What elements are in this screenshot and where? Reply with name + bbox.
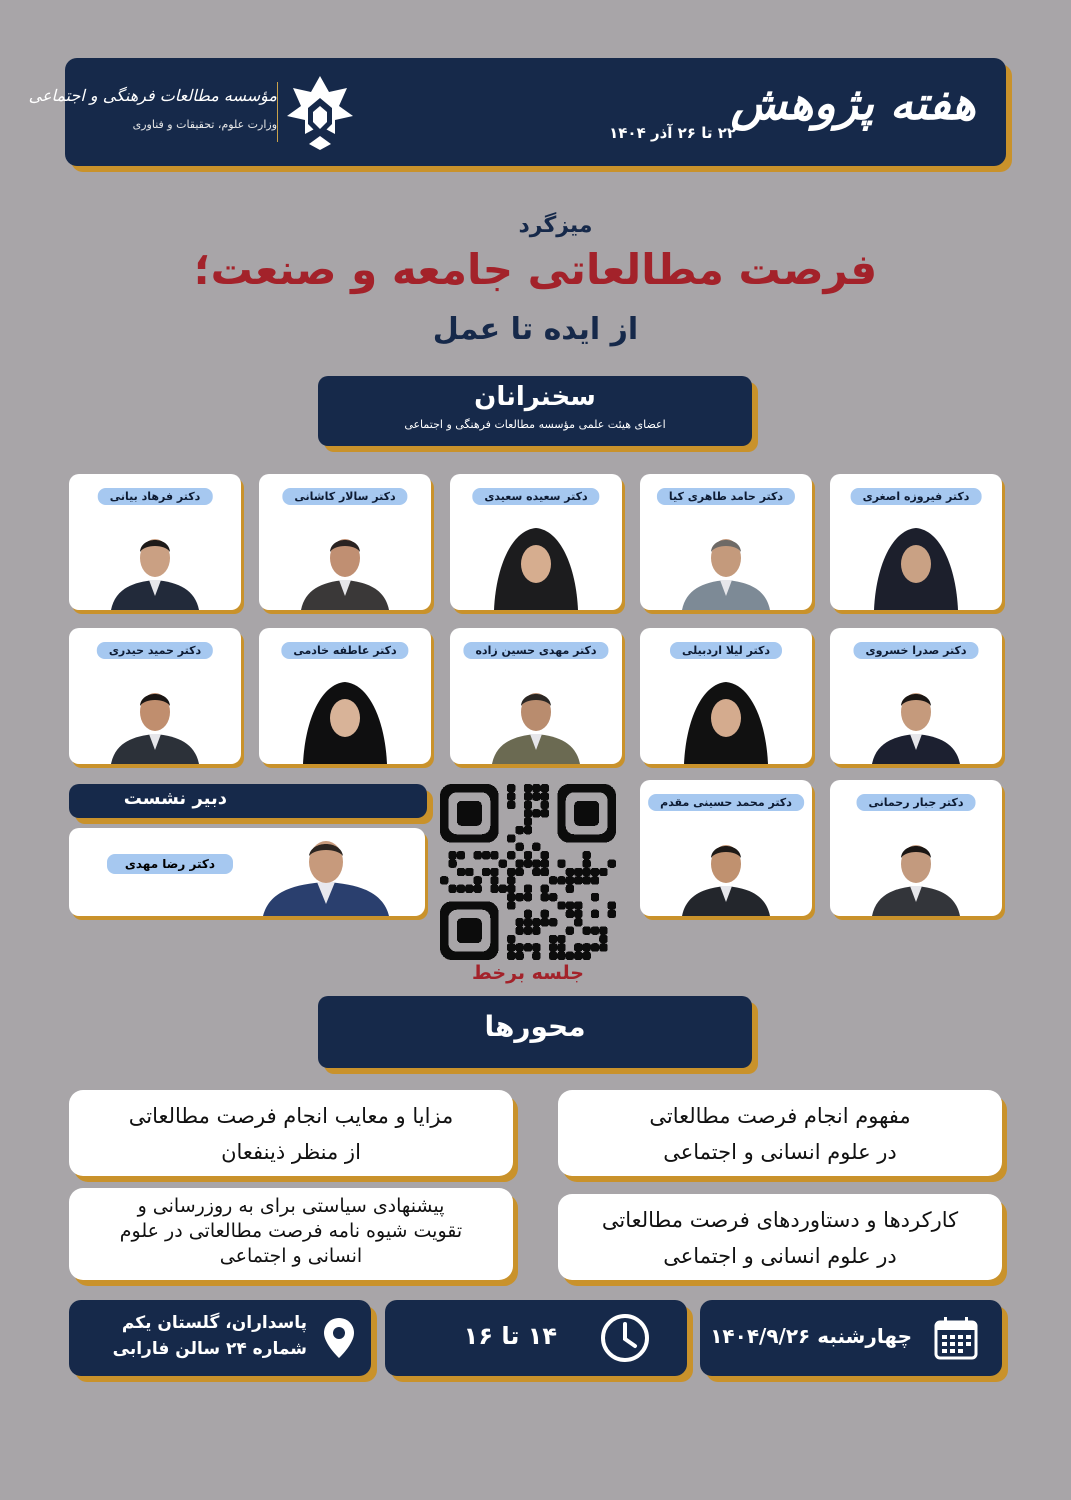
speaker-card — [69, 628, 241, 764]
speaker-photo — [868, 664, 964, 764]
speaker-card — [259, 628, 431, 764]
secretary-label: دبیر نشست — [123, 788, 227, 809]
event-date: چهارشنبه ۱۴۰۴/۹/۲۶ — [710, 1324, 912, 1348]
speaker-name: دکتر فیروزه اصغری — [851, 488, 982, 505]
speaker-photo — [297, 510, 393, 610]
secretary-name: دکتر رضا مهدی — [107, 854, 233, 874]
topic-line: انسانی و اجتماعی — [219, 1245, 363, 1267]
speaker-card — [830, 474, 1002, 610]
topic-line: پیشنهادی سیاستی برای به روزرسانی و — [137, 1195, 445, 1217]
location-pin-icon — [321, 1316, 357, 1360]
topics-section-header — [318, 996, 752, 1068]
topic-line: در علوم انسانی و اجتماعی — [663, 1140, 897, 1164]
topic-card-3 — [558, 1194, 1002, 1280]
speaker-card — [450, 628, 622, 764]
topic-line: تقویت شیوه نامه فرصت مطالعاتی در علوم — [119, 1220, 463, 1242]
location-box — [69, 1300, 371, 1376]
speaker-name: دکتر فرهاد بیانی — [98, 488, 213, 505]
speaker-name: دکتر حمید حیدری — [97, 642, 213, 659]
speaker-card — [640, 628, 812, 764]
institute-logo-icon — [285, 74, 355, 152]
topic-line: از منظر ذینفعان — [221, 1140, 361, 1164]
place-line-1: پاسداران، گلستان یکم — [121, 1313, 307, 1333]
speaker-photo — [678, 510, 774, 610]
date-box — [700, 1300, 1002, 1376]
speaker-name: دکتر حامد طاهری کیا — [657, 488, 795, 505]
speaker-photo — [678, 816, 774, 916]
speaker-card — [450, 474, 622, 610]
speaker-photo — [488, 664, 584, 764]
topic-line: مزایا و معایب انجام فرصت مطالعاتی — [128, 1104, 454, 1128]
speaker-name: دکتر سالار کاشانی — [282, 488, 407, 505]
qr-caption: جلسه برخط — [472, 962, 584, 984]
place-line-2: شماره ۲۴ سالن فارابی — [112, 1339, 307, 1359]
topics-title: محورها — [484, 1010, 586, 1043]
speaker-card — [640, 780, 812, 916]
speaker-photo — [488, 510, 584, 610]
institute-ministry: وزارت علوم، تحقیقات و فناوری — [132, 118, 277, 131]
speaker-name: دکتر جبار رحمانی — [857, 794, 976, 811]
clock-icon — [599, 1312, 651, 1364]
speaker-photo — [868, 510, 964, 610]
speakers-section-header — [318, 376, 752, 446]
speaker-photo — [107, 664, 203, 764]
speaker-photo — [297, 664, 393, 764]
speaker-card — [830, 780, 1002, 916]
time-box — [385, 1300, 687, 1376]
secretary-label-bar — [69, 784, 427, 818]
secretary-card — [69, 828, 425, 916]
event-place — [113, 1310, 307, 1362]
topic-line: کارکردها و دستاوردهای فرصت مطالعاتی — [601, 1208, 959, 1232]
topic-card-1 — [558, 1090, 1002, 1176]
speaker-name: دکتر عاطفه خادمی — [281, 642, 408, 659]
speakers-title: سخنرانان — [474, 382, 596, 412]
event-type: میزگرد — [518, 213, 593, 238]
speaker-photo — [678, 664, 774, 764]
topic-card-2 — [69, 1090, 513, 1176]
topic-card-4 — [69, 1188, 513, 1280]
speaker-name: دکتر لیلا اردبیلی — [670, 642, 782, 659]
week-title: هفته پژوهش — [730, 76, 976, 130]
topic-line: در علوم انسانی و اجتماعی — [663, 1244, 897, 1268]
speaker-name: دکتر محمد حسینی مقدم — [648, 794, 804, 811]
event-time: ۱۴ تا ۱۶ — [463, 1322, 557, 1350]
speakers-subtitle: اعضای هیئت علمی مؤسسه مطالعات فرهنگی و اجتماعی — [404, 418, 666, 431]
header-banner — [28, 58, 1006, 166]
speaker-card — [259, 474, 431, 610]
week-dates: ۲۲ تا ۲۶ آذر ۱۴۰۴ — [609, 124, 736, 142]
logo-divider — [277, 82, 278, 142]
speaker-card — [69, 474, 241, 610]
speaker-photo — [868, 816, 964, 916]
speaker-photo — [107, 510, 203, 610]
topic-line: مفهوم انجام فرصت مطالعاتی — [649, 1104, 911, 1128]
speaker-name: دکتر سعیده سعیدی — [472, 488, 599, 505]
event-title: فرصت مطالعاتی جامعه و صنعت؛ — [193, 245, 878, 294]
speaker-name: دکتر مهدی حسین زاده — [463, 642, 608, 659]
event-subtitle: از ایده تا عمل — [432, 312, 639, 347]
calendar-icon — [932, 1314, 980, 1362]
qr-code[interactable] — [440, 784, 616, 960]
secretary-photo — [259, 834, 393, 916]
speaker-card — [640, 474, 812, 610]
speaker-name: دکتر صدرا خسروی — [853, 642, 978, 659]
speaker-card — [830, 628, 1002, 764]
institute-name: مؤسسه مطالعات فرهنگی و اجتماعی — [28, 86, 277, 105]
